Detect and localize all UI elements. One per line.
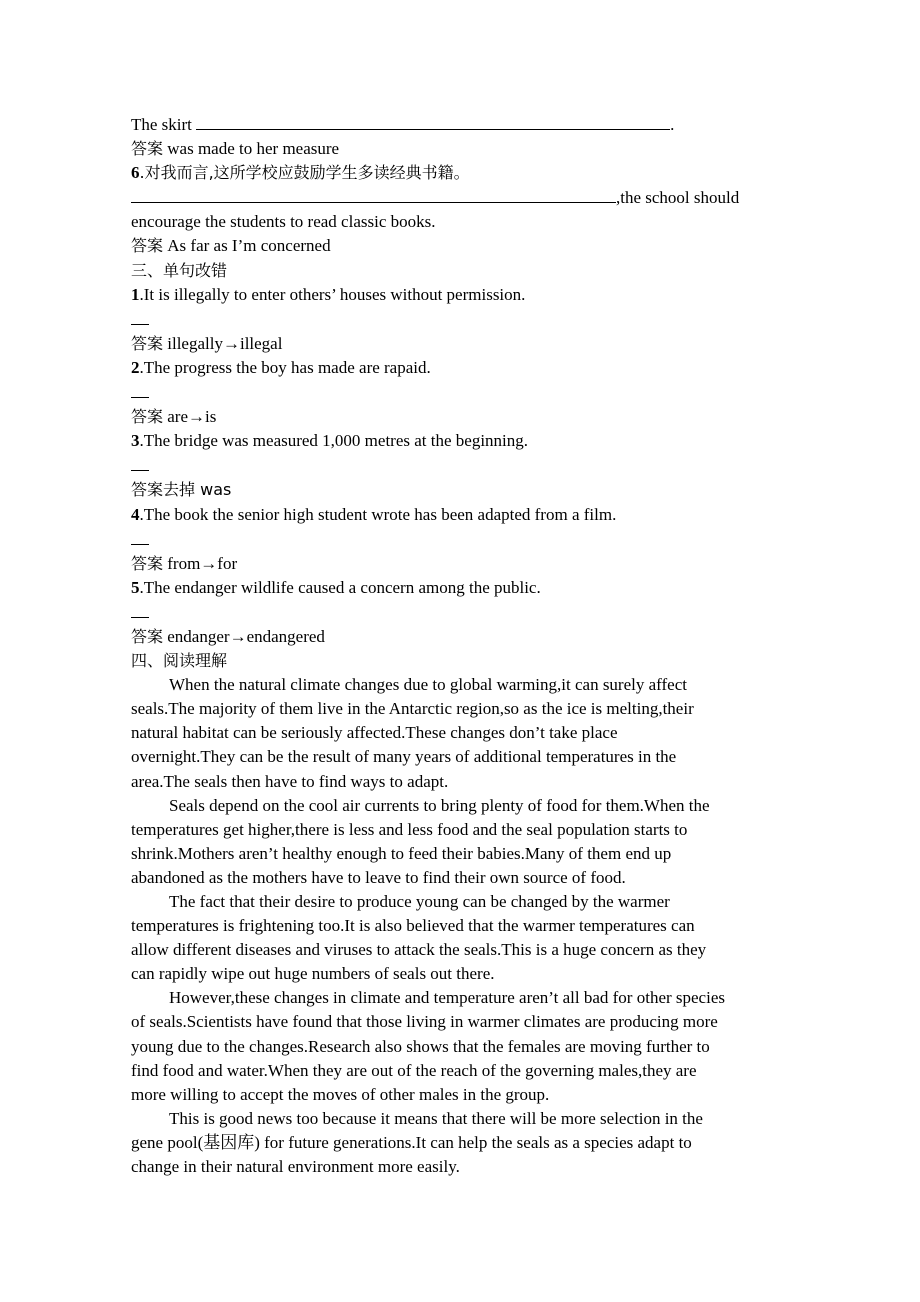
answer-text: was made to her measure	[167, 139, 340, 159]
text-line: However,these changes in climate and temperature aren’t all bad for other species	[169, 988, 725, 1008]
question-text: .对我而言,这所学校应鼓励学生多读经典书籍。	[139, 163, 470, 183]
section3-heading: 三、单句改错	[131, 260, 228, 280]
text-line: change in their natural environment more easily.	[131, 1157, 460, 1177]
q5-answer	[131, 137, 771, 161]
answer-label: 答案	[131, 407, 164, 427]
correction-item	[131, 356, 771, 429]
text-line: find food and water.When they are out of the reach of the governing males,they are	[131, 1060, 697, 1080]
text-line: overnight.They can be the result of many years of additional temperatures in the	[131, 747, 677, 767]
text-line: Seals depend on the cool air currents to bring plenty of food for them.When the	[169, 795, 710, 815]
q5-suffix: .	[670, 115, 675, 134]
text-line: more willing to accept the moves of other males in the group.	[131, 1084, 550, 1104]
correction-item	[131, 576, 771, 649]
answer-blank	[196, 112, 670, 130]
correction-item	[131, 503, 771, 576]
item-text: .The bridge was measured 1,000 metres at the beginning.	[139, 431, 529, 451]
reading-paragraph	[131, 1107, 771, 1179]
text-line: young due to the changes.Research also shows that the females are moving further to	[131, 1036, 710, 1056]
answer-text: endanger→endangered	[167, 626, 325, 646]
document-content	[131, 112, 771, 1179]
text-line: The fact that their desire to produce young can be changed by the warmer	[169, 892, 670, 911]
item-text: .The book the senior high student wrote has been adapted from a film.	[139, 504, 617, 524]
text-line: allow different diseases and viruses to attack the seals.This is a huge concern as they	[131, 940, 707, 960]
text-line: natural habitat can be seriously affected.These changes don’t take place	[131, 723, 618, 743]
item-number: 5	[131, 577, 140, 597]
q5-prefix: The skirt	[131, 115, 192, 134]
answer-blank	[131, 380, 149, 398]
answer-blank	[131, 600, 149, 618]
text-line: When the natural climate changes due to global warming,it can surely affect	[169, 675, 687, 695]
correction-item	[131, 283, 771, 356]
q5-line	[131, 112, 771, 137]
text-line: This is good news too because it means that there will be more selection in the	[169, 1108, 703, 1128]
text-line: temperatures get higher,there is less and less food and the seal population starts to	[131, 819, 688, 839]
q6-blank-line	[131, 185, 771, 210]
answer-label: 答案	[131, 236, 164, 256]
text-line: abandoned as the mothers have to leave to find their own source of food.	[131, 867, 626, 887]
reading-paragraph	[131, 794, 771, 890]
item-text: .It is illegally to enter others’ houses without permission.	[139, 284, 526, 304]
correction-item	[131, 429, 771, 502]
reading-paragraph	[131, 673, 771, 793]
item-number: 2	[131, 357, 140, 377]
item-number: 1	[131, 284, 140, 304]
section4-heading: 四、阅读理解	[131, 651, 228, 671]
question-number: 6	[131, 163, 140, 183]
answer-label: 答案	[131, 553, 164, 573]
answer-blank	[131, 527, 149, 545]
answer-label: 答案	[131, 333, 164, 353]
reading-paragraph	[131, 986, 771, 1106]
answer-label: 答案	[131, 139, 164, 159]
item-number: 3	[131, 431, 140, 451]
answer-label: 答案	[131, 626, 164, 646]
text-line: shrink.Mothers aren’t healthy enough to feed their babies.Many of them end up	[131, 843, 672, 863]
text-line: of seals.Scientists have found that those living in warmer climates are producing more	[131, 1012, 718, 1032]
q6-prompt	[131, 161, 771, 185]
item-number: 4	[131, 504, 140, 524]
answer-blank	[131, 453, 149, 471]
answer-text: 去掉 was	[163, 480, 232, 500]
answer-blank	[131, 307, 149, 325]
answer-text: are→is	[167, 407, 217, 427]
answer-blank	[131, 185, 616, 203]
answer-text: from→for	[167, 553, 238, 573]
answer-label: 答案	[131, 480, 164, 500]
item-text: .The progress the boy has made are rapaid.	[139, 357, 431, 377]
reading-paragraph	[131, 890, 771, 986]
text-line: area.The seals then have to find ways to adapt.	[131, 771, 449, 791]
answer-text: As far as I’m concerned	[167, 236, 331, 256]
item-text: .The endanger wildlife caused a concern among the public.	[139, 577, 541, 597]
text-line: seals.The majority of them live in the Antarctic region,so as the ice is melting,their	[131, 699, 694, 719]
answer-text: illegally→illegal	[167, 333, 283, 353]
text-line: temperatures is frightening too.It is also believed that the warmer temperatures can	[131, 916, 695, 936]
text-line: can rapidly wipe out huge numbers of seals out there.	[131, 964, 495, 984]
q6-suffix: ,the school should	[616, 188, 740, 208]
q6-continued: encourage the students to read classic books.	[131, 212, 436, 232]
text-line: gene pool(基因库) for future generations.It can help the seals as a species adapt to	[131, 1132, 692, 1152]
q6-answer	[131, 234, 771, 258]
